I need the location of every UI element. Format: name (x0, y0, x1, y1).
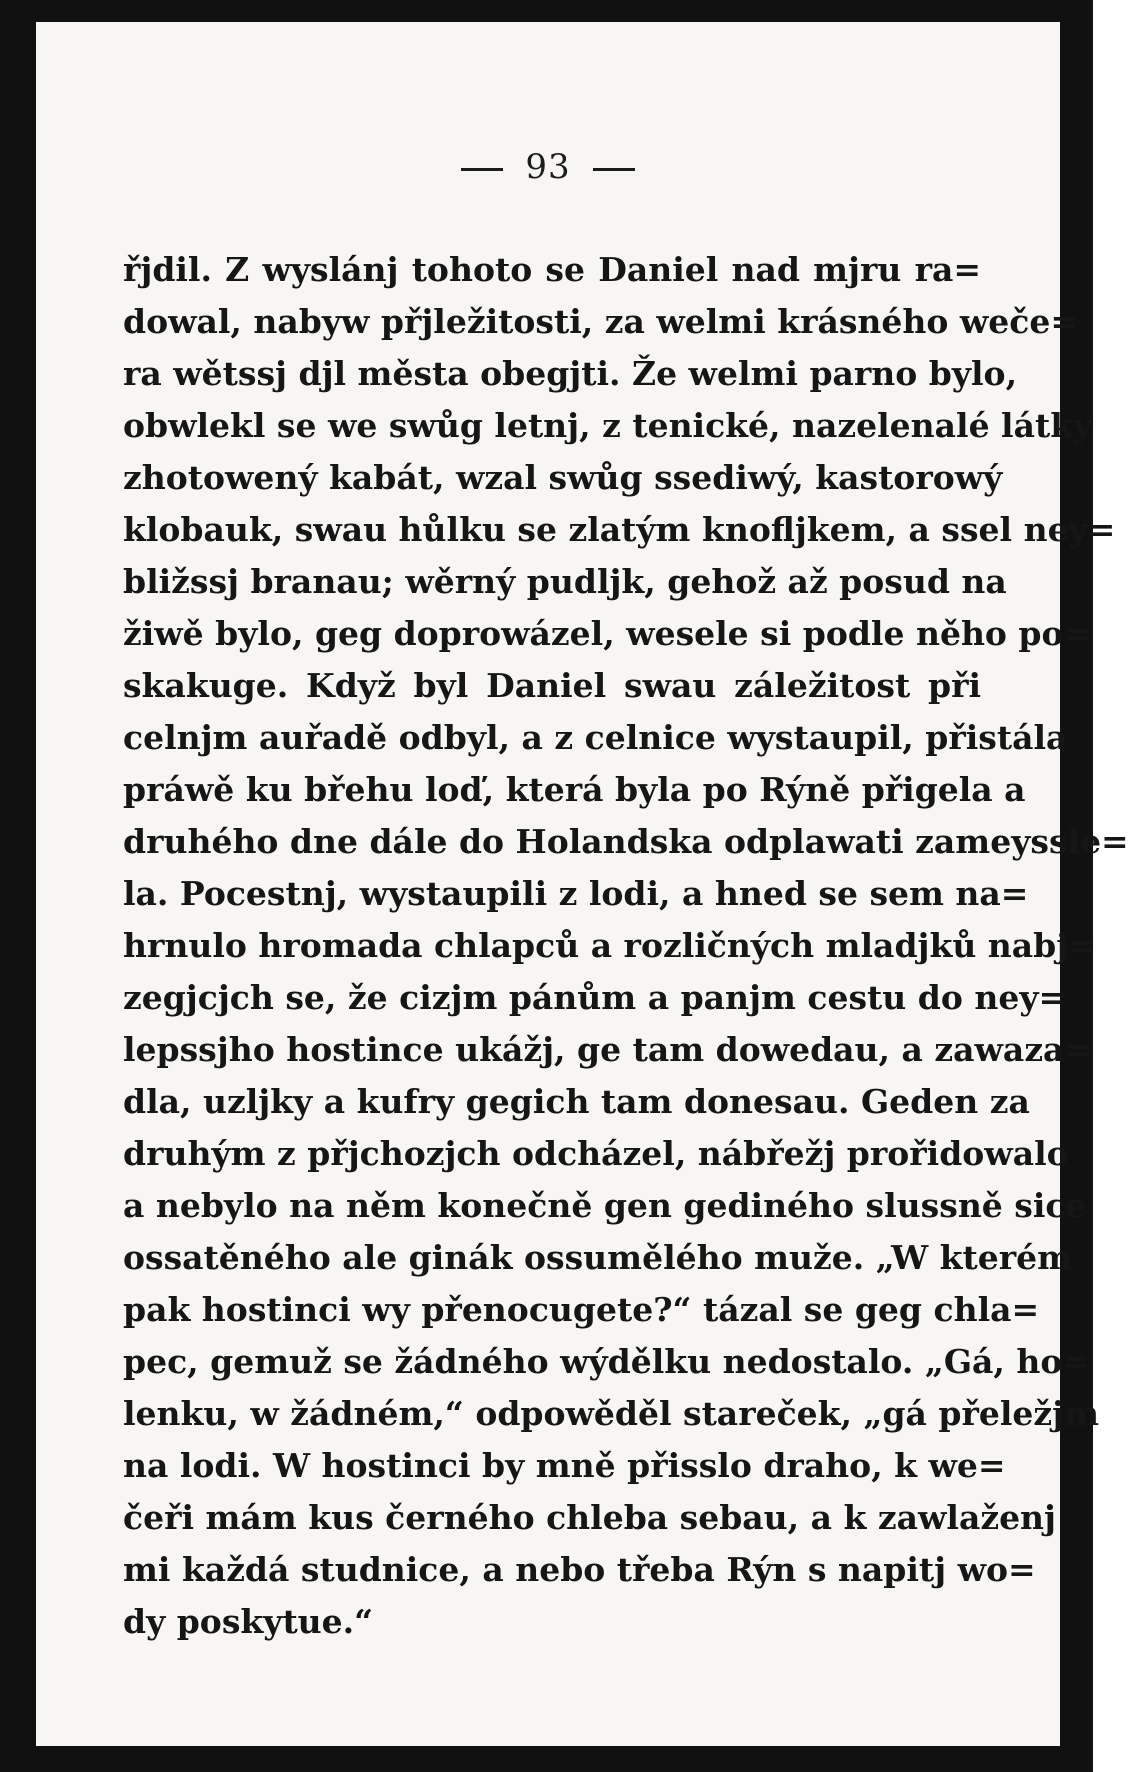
text-line: řjdil. Z wyslánj tohoto se Daniel nad mjru ra= (123, 250, 981, 289)
text-line: la. Pocestnj, wystaupili z lodi, a hned se sem na= (123, 874, 1029, 913)
text-line: obwlekl se we swůg letnj, z tenické, nazelenalé látky (123, 406, 1093, 445)
text-line: práwě ku břehu loď, která byla po Rýně přigela a (123, 770, 1026, 809)
text-line: čeři mám kus černého chleba sebau, a k zawlaženj (123, 1498, 1056, 1537)
text-line: pec, gemuž se žádného wýdělku nedostalo. „Gá, ho= (123, 1342, 1091, 1381)
text-line: lenku, w žádném,“ odpowěděl stareček, „gá přeležjm (123, 1394, 1100, 1433)
text-line: ra wětssj djl města obegjti. Že welmi parno bylo, (123, 354, 1018, 393)
text-line: celnjm auřadě odbyl, a z celnice wystaupil, přistála (123, 718, 1068, 757)
text-line: druhým z přjchozjch odcházel, nábřežj prořidowalo (123, 1134, 1069, 1173)
text-line: dy poskytue.“ (123, 1602, 374, 1641)
text-line: bližssj branau; wěrný pudljk, gehož až posud na (123, 562, 1007, 601)
book-page (36, 22, 1129, 1746)
text-line: druhého dne dále do Holandska odplawati zameyssle= (123, 822, 1129, 861)
text-line: klobauk, swau hůlku se zlatým knofljkem, a ssel ney= (123, 510, 1116, 549)
text-line: pak hostinci wy přenocugete?“ tázal se geg chla= (123, 1290, 1040, 1329)
page-number-value: 93 (525, 147, 571, 187)
text-line: a nebylo na něm konečně gen gediného slussně sice (123, 1186, 1087, 1225)
text-line: zegjcjch se, že cizjm pánům a panjm cestu do ney= (123, 978, 1067, 1017)
text-line: dla, uzljky a kufry gegich tam donesau. Geden za (123, 1082, 1030, 1121)
text-line: žiwě bylo, geg doprowázel, wesele si podle něho po= (123, 614, 1092, 653)
page-number-dash-right (593, 168, 635, 171)
text-line: na lodi. W hostinci by mně přisslo draho, k we= (123, 1446, 1006, 1485)
page-number-dash-left (461, 168, 503, 171)
text-line: hrnulo hromada chlapců a rozličných mladjků nabj= (123, 926, 1096, 965)
text-line: dowal, nabyw přjležitosti, za welmi krásného weče= (123, 302, 1079, 341)
text-line: skakuge. Když byl Daniel swau záležitost při (123, 666, 981, 705)
text-line: lepssjho hostince ukážj, ge tam dowedau, a zawaza= (123, 1030, 1093, 1069)
body-text (123, 244, 1129, 1648)
text-line: mi každá studnice, a nebo třeba Rýn s napitj wo= (123, 1550, 1036, 1589)
text-line: zhotowený kabát, wzal swůg ssediwý, kastorowý (123, 458, 1003, 497)
text-line: ossatěného ale ginák ossuměléhо muže. „W kterém (123, 1238, 1073, 1277)
page-number (36, 147, 1060, 187)
